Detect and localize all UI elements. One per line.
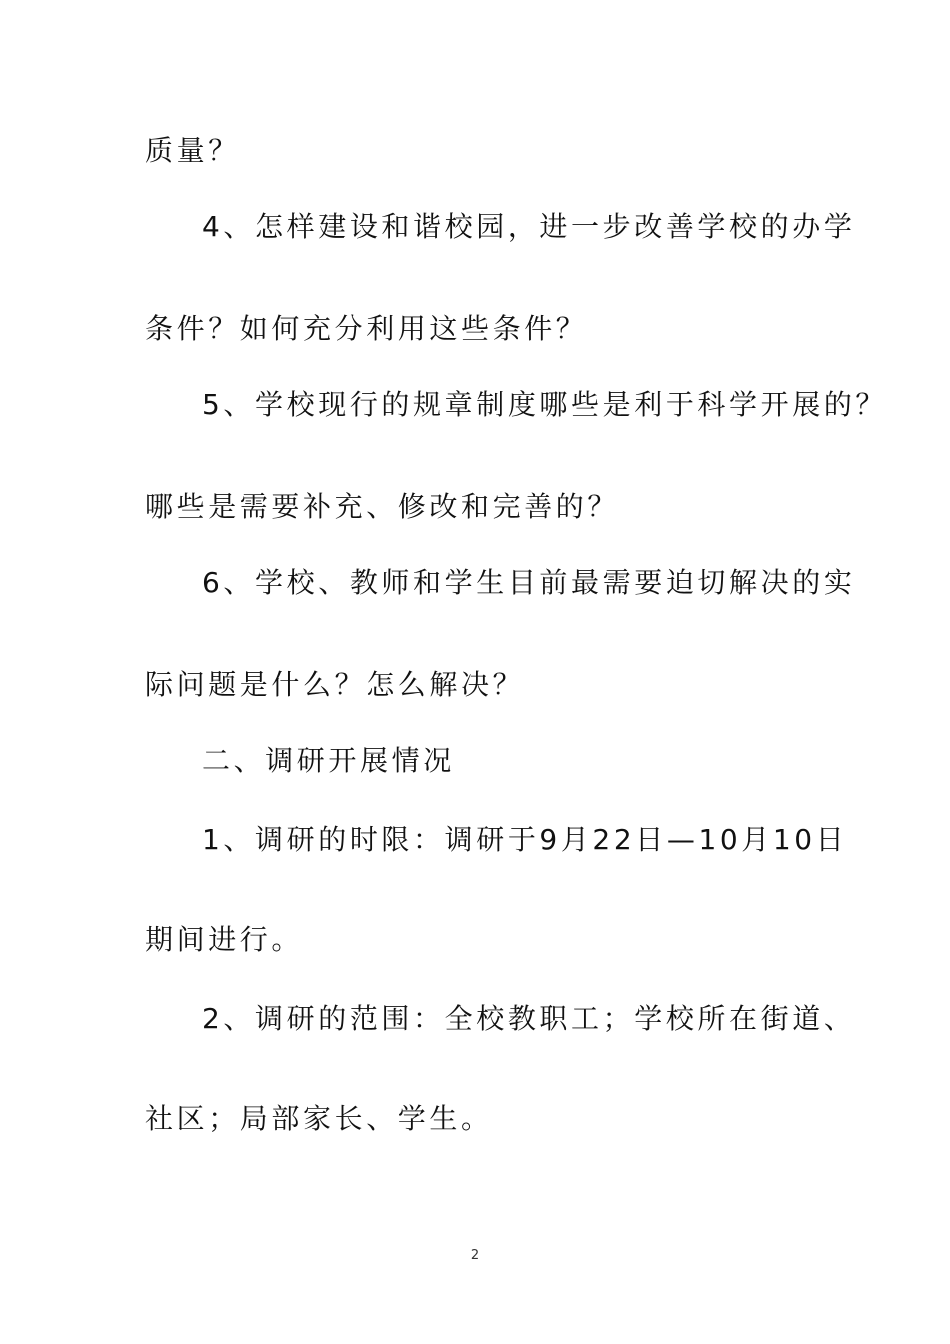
text-line: 2、调研的范围：全校教职工；学校所在街道、 [202, 1002, 856, 1035]
text-line: 社区；局部家长、学生。 [145, 1102, 493, 1135]
text-line: 哪些是需要补充、修改和完善的？ [145, 490, 620, 523]
text-line: 条件？如何充分利用这些条件？ [145, 312, 588, 345]
text-line: 际问题是什么？怎么解决？ [145, 668, 525, 701]
section-heading: 二、调研开展情况 [202, 744, 455, 777]
text-line: 期间进行。 [145, 923, 304, 956]
page-number: 2 [470, 1248, 480, 1263]
text-line: 6、学校、教师和学生目前最需要迫切解决的实 [202, 566, 856, 599]
text-line: 质量？ [145, 134, 240, 167]
text-line: 4、怎样建设和谐校园，进一步改善学校的办学 [202, 210, 856, 243]
text-line: 1、调研的时限：调研于9月22日—10月10日 [202, 823, 848, 856]
text-line: 5、学校现行的规章制度哪些是利于科学开展的？ [202, 388, 888, 421]
